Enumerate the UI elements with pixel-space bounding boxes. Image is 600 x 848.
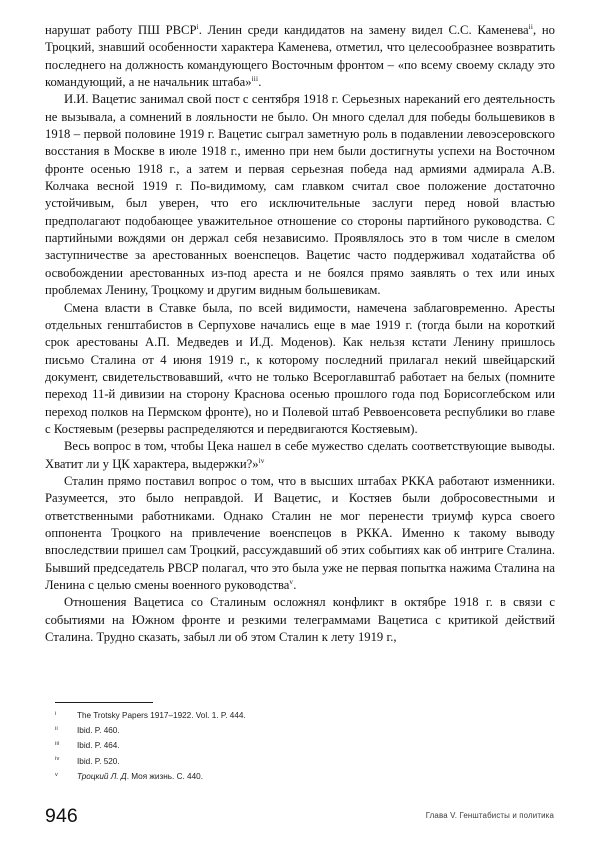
- paragraph-5-text-a: Сталин прямо поставил вопрос о том, что в высших штабах РККА работают изменники. Разумеется, это было неправдой. И Вацетис, и Костяев были добросовестными и ответственными работниками. Однако Сталин не мог перенести триумф курса своего оппонента Троцкого на привлечение военспецов в РККА. Именно к такому выводу впоследствии пришел сам Троцкий, рассуждавший об этих событиях как об интриге Сталина. Бывший председатель РВСР полагал, что это была уже не первая попытка нажима Сталина на Ленина с целью смены военного руководства: [45, 473, 555, 592]
- paragraph-1-text-c: , но Троцкий, знавший особенности характера Каменева, отметил, что целесообразнее возвратить последнего на должность командующего Восточным фронтом – «по всему своему складу это командующий, а не начальник штаба»: [45, 23, 555, 90]
- footnote-text-1: [77, 709, 515, 722]
- footnote-marker-i: i: [55, 710, 57, 717]
- paragraph-1-text-a: нарушат работу ПШ РВСР: [45, 23, 197, 37]
- paragraph-3: [45, 300, 555, 439]
- footnote-text-3-plain: Ibid. P. 464.: [77, 741, 120, 751]
- paragraph-3-text: Смена власти в Ставке была, по всей видимости, намечена заблаговременно. Аресты отдельных генштабистов в Серпухове начались еще в мае 1919 г. (тогда были на короткий срок арестованы А.П. Медведев и И.Д. Моденов). Как нельзя кстати Ленину пришлось письмо Сталина от 4 июня 1919 г., к которому последний прилагал некий швейцарский документ, свидетельствовавший, «что не только Всероглавштаб работает на белых (помните переход 11-й дивизии на сторону Краснова осенью прошлого года под Борисоглебском или переход полков на Пермском фронте), но и Полевой штаб Реввоенсовета республики во главе с Костяевым (резервы распределяются и передвигаются Костяевым).: [45, 300, 555, 436]
- footnote-item-4: [55, 755, 515, 770]
- footnote-text-5: [77, 770, 515, 783]
- footnote-text-3: [77, 739, 515, 752]
- paragraph-1: [45, 22, 555, 91]
- footnote-ref-i[interactable]: i: [196, 22, 199, 31]
- footnote-item-3: [55, 739, 515, 754]
- body-text-column: [45, 22, 555, 646]
- paragraph-4-text: Весь вопрос в том, чтобы Цека нашел в себе мужество сделать соответствующие выводы. Хватит ли у ЦК характера, выдержки?»: [45, 439, 555, 471]
- paragraph-5: [45, 473, 555, 594]
- footnote-text-1-plain: The Trotsky Papers 1917–1922. Vol. 1. P. 444.: [77, 711, 246, 720]
- footnote-text-2-plain: Ibid. P. 460.: [77, 726, 120, 736]
- footnote-text-5-italic: Троцкий Л. Д: [77, 771, 127, 781]
- page-number: 946: [45, 805, 78, 827]
- running-chapter-title: Глава V. Генштабисты и политика: [425, 811, 554, 820]
- paragraph-2: [45, 91, 555, 299]
- paragraph-1-text-b: . Ленин среди кандидатов на замену видел С.С. Каменева: [198, 23, 529, 37]
- footnote-marker-ii: ii: [55, 726, 58, 733]
- footnote-ref-ii[interactable]: ii: [528, 22, 534, 31]
- paragraph-2-text: И.И. Вацетис занимал свой пост с сентября 1918 г. Серьезных нареканий его деятельность не вызывала, а сомнений в лояльности не было. Он много сделал для победы большевиков в 1918 – первой половине 1919 г. Вацетис сыграл заметную роль в подавлении левоэсеровского восстания в Москве в июле 1918 г., именно при нем были достигнуты успехи на Восточном фронте осенью 1918 г., а затем и первая серьезная победа над армиями адмирала А.В. Колчака весной 1919 г. По-видимому, сам главком считал свое положение достаточно устойчивым, был уверен, что его исключительные заслуги перед новой властью предполагают подобающее уважительное отношение со стороны партийного руководства. С партийными вождями он держал себя независимо. Проявлялось это в том числе в смелом заступничестве за арестованных военспецов. Вацетис часто поддерживал ходатайства об освобождении арестованных из-под ареста и не боялся прямо заявлять о тех или иных проблемах Ленину, Троцкому и другим видным большевикам.: [45, 92, 555, 298]
- footnote-item-5: [55, 770, 515, 785]
- footnote-text-4: [77, 755, 515, 768]
- footnote-separator-rule: [55, 702, 153, 703]
- footnote-marker-iii: iii: [55, 741, 60, 748]
- footnote-text-2: [77, 724, 515, 737]
- footnote-ref-iii[interactable]: iii: [251, 74, 259, 83]
- footnote-text-4-plain: Ibid. P. 520.: [77, 756, 120, 766]
- footnote-ref-v[interactable]: v: [289, 577, 294, 586]
- footnote-marker-iv: iv: [55, 756, 60, 763]
- footnote-item-1: [55, 709, 515, 724]
- footnote-item-2: [55, 724, 515, 739]
- paragraph-5-text-b: .: [293, 578, 297, 592]
- footnotes-block: [55, 702, 515, 785]
- paragraph-6: [45, 594, 555, 646]
- footnote-text-5-plain: . Моя жизнь. С. 440.: [126, 771, 203, 781]
- footnote-ref-iv[interactable]: iv: [258, 456, 265, 465]
- footnote-marker-v: v: [55, 771, 58, 778]
- paragraph-1-text-d: .: [258, 75, 262, 90]
- paragraph-4: [45, 438, 555, 473]
- paragraph-6-text: Отношения Вацетиса со Сталиным осложнял конфликт в октябре 1918 г. в связи с событиями на Южном фронте и резкими телеграммами Вацетиса с критикой действий Сталина. Трудно сказать, забыл ли об этом Сталин к лету 1919 г.,: [45, 595, 555, 645]
